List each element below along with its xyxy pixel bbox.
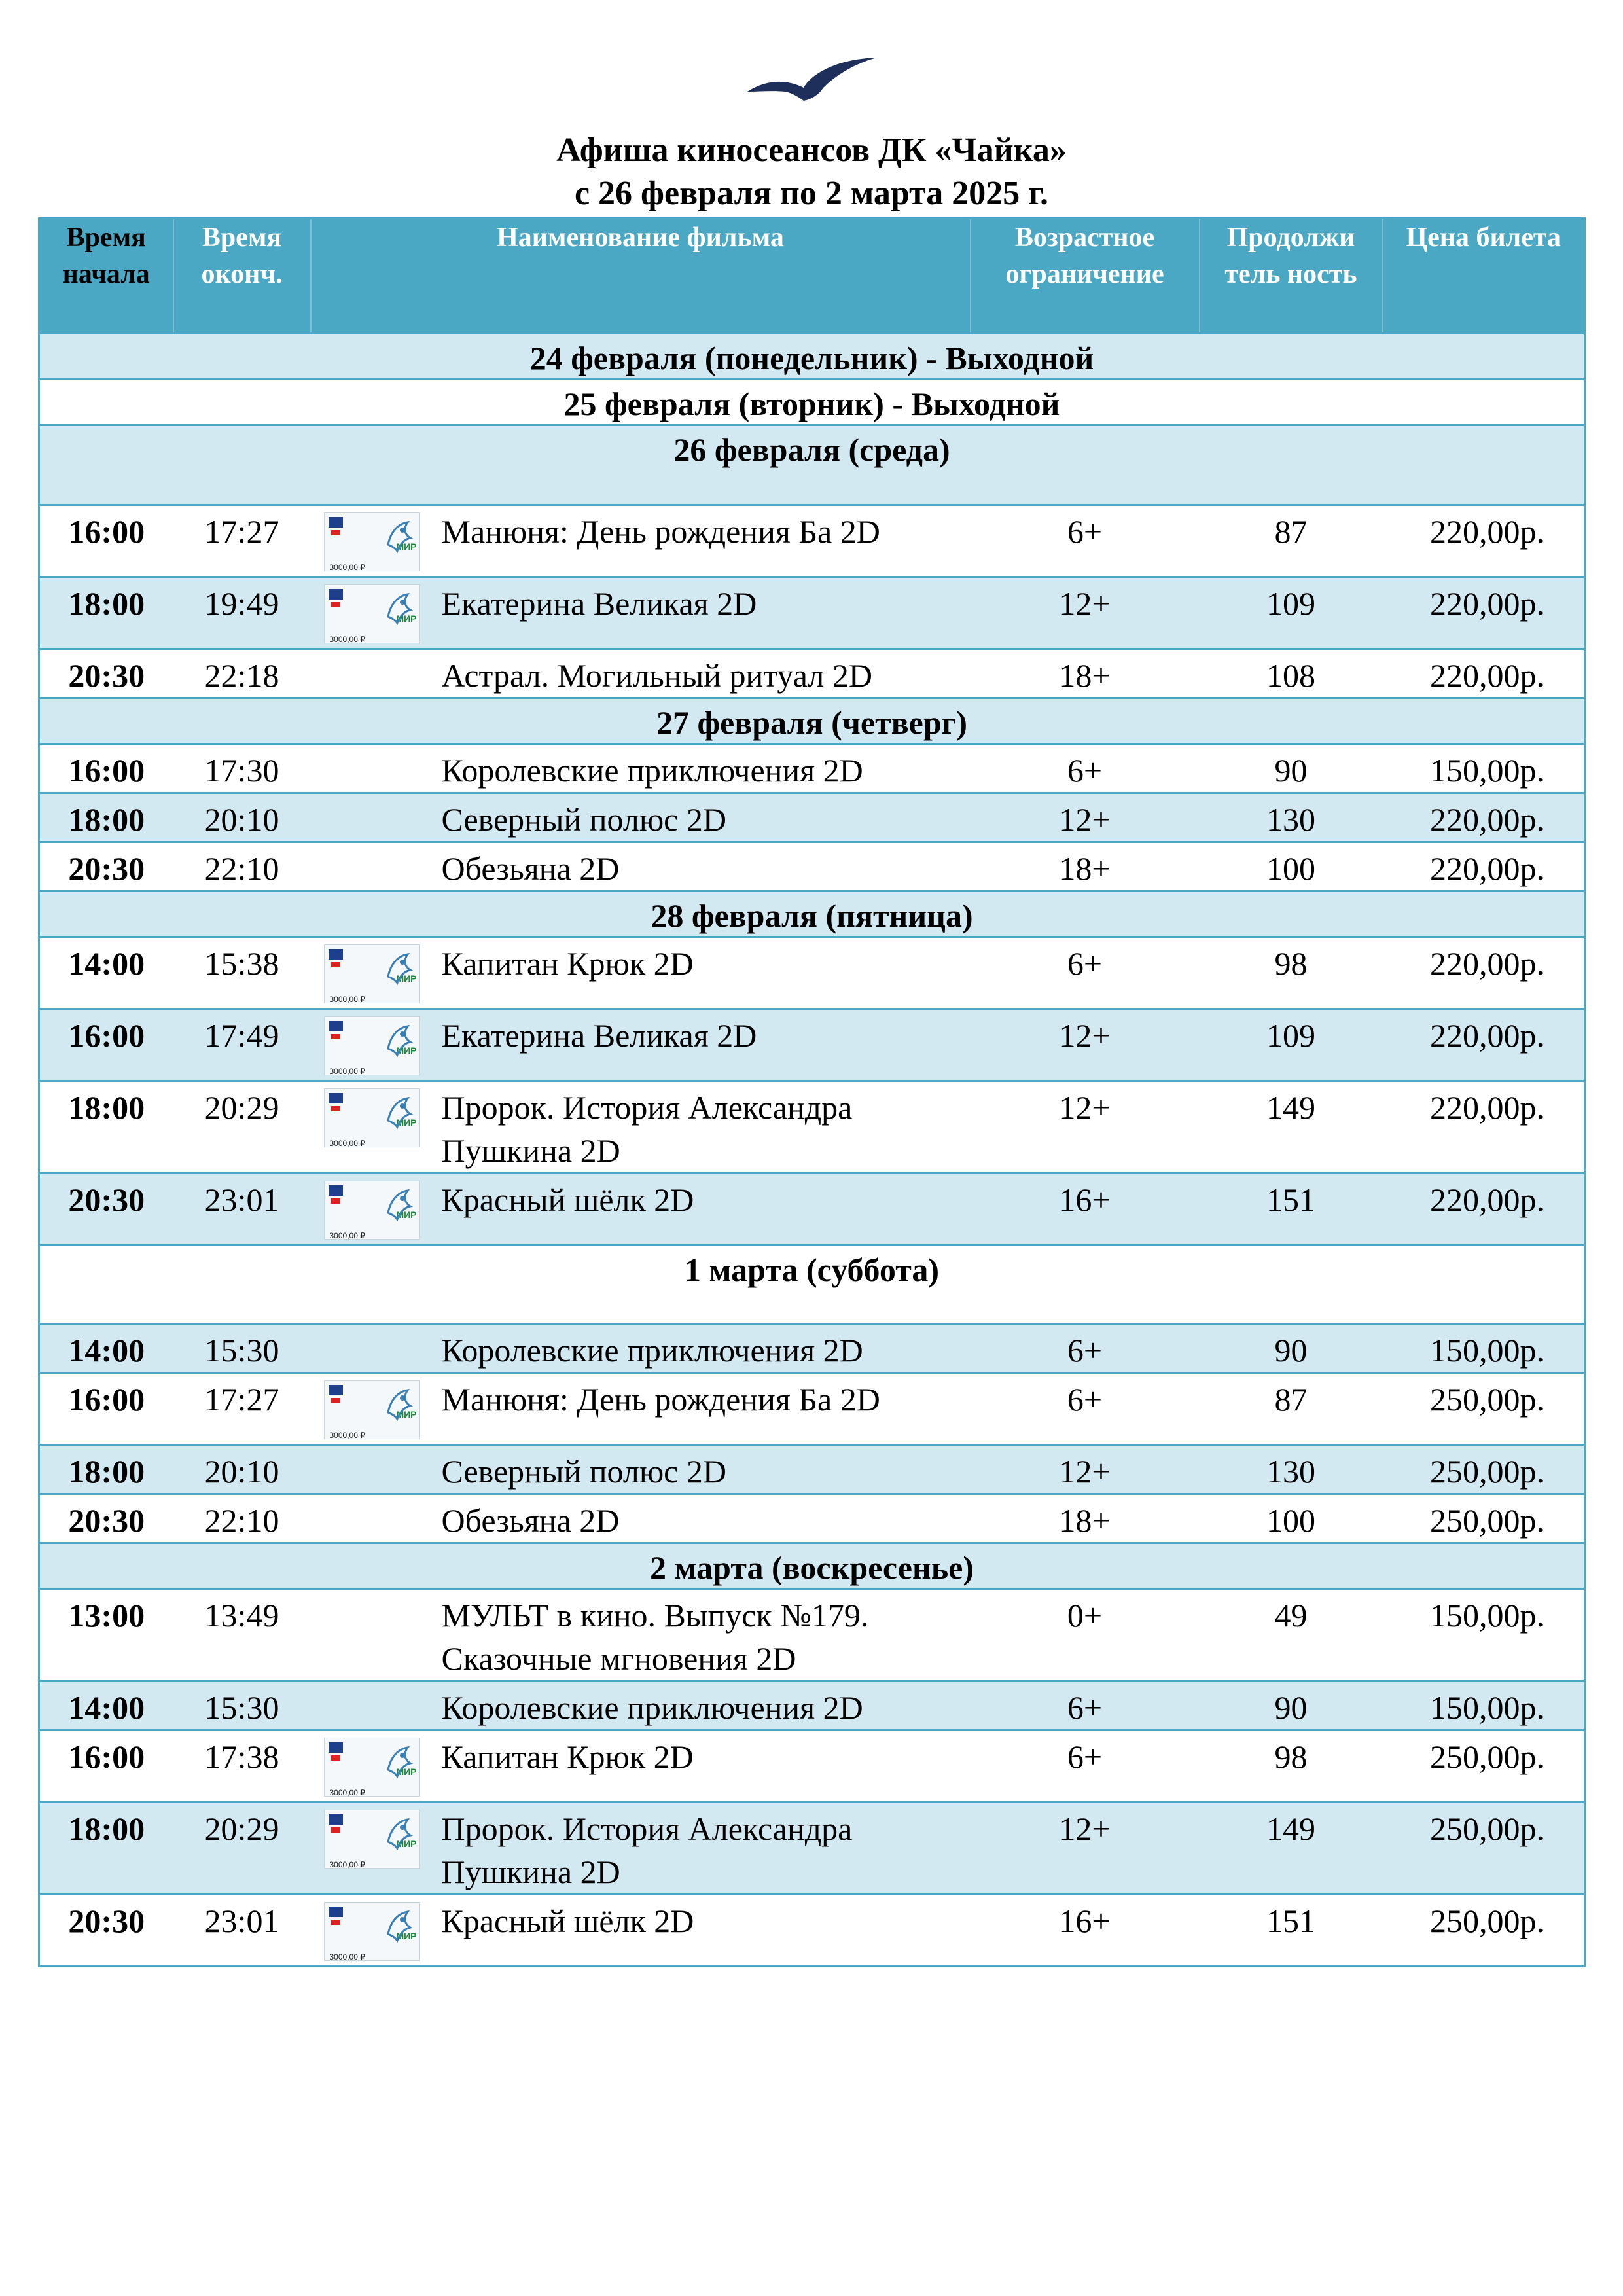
pushkin-card-icon — [324, 1810, 420, 1869]
session-end-time: 22:10 — [173, 1494, 311, 1543]
session-start-time: 16:00 — [39, 1373, 173, 1445]
pushkin-card-amount: 3000,00 ₽ — [329, 1431, 365, 1440]
session-age-rating: 16+ — [971, 1895, 1200, 1967]
session-start-time: 20:30 — [39, 1895, 173, 1967]
session-age-rating: 12+ — [971, 1445, 1200, 1494]
session-row — [39, 937, 1585, 1009]
day-label: 1 марта (суббота) — [39, 1246, 1585, 1324]
session-price: 220,00р. — [1383, 505, 1585, 577]
session-film-cell — [311, 1731, 971, 1803]
session-end-time: 20:10 — [173, 793, 311, 842]
session-film-title: Екатерина Великая 2D — [441, 585, 757, 622]
session-price: 250,00р. — [1383, 1895, 1585, 1967]
pushkin-card-amount: 3000,00 ₽ — [329, 635, 365, 644]
col-price-header: Цена билета — [1383, 219, 1585, 334]
session-film-title: Северный полюс 2D — [441, 1453, 726, 1490]
session-row — [39, 793, 1585, 842]
pushkin-card-brand: МИР — [396, 1931, 417, 1941]
session-end-time: 17:27 — [173, 505, 311, 577]
session-film-cell — [311, 1803, 971, 1895]
session-start-time: 16:00 — [39, 744, 173, 793]
session-row — [39, 1895, 1585, 1967]
session-end-time: 20:29 — [173, 1081, 311, 1174]
pushkin-card-icon — [324, 1902, 420, 1961]
session-film-title: Красный шёлк 2D — [441, 1903, 694, 1939]
session-age-rating: 6+ — [971, 937, 1200, 1009]
session-end-time: 20:29 — [173, 1803, 311, 1895]
page-title: Афиша киносеансов ДК «Чайка» — [556, 132, 1067, 169]
day-header-row — [39, 425, 1585, 505]
session-duration: 149 — [1200, 1803, 1383, 1895]
session-end-time: 15:30 — [173, 1324, 311, 1373]
session-duration: 49 — [1200, 1589, 1383, 1681]
session-duration: 109 — [1200, 1009, 1383, 1081]
session-end-time: 23:01 — [173, 1174, 311, 1246]
session-film-cell — [311, 1589, 971, 1681]
pushkin-card-amount: 3000,00 ₽ — [329, 563, 365, 572]
session-row — [39, 1494, 1585, 1543]
session-film-cell — [311, 1681, 971, 1731]
session-age-rating: 6+ — [971, 1731, 1200, 1803]
session-end-time: 23:01 — [173, 1895, 311, 1967]
session-film-cell — [311, 744, 971, 793]
session-duration: 98 — [1200, 937, 1383, 1009]
session-start-time: 18:00 — [39, 793, 173, 842]
pushkin-card-icon — [324, 512, 420, 571]
session-age-rating: 0+ — [971, 1589, 1200, 1681]
session-price: 220,00р. — [1383, 577, 1585, 649]
session-age-rating: 12+ — [971, 1803, 1200, 1895]
pushkin-card-icon — [324, 1181, 420, 1240]
session-film-title: Северный полюс 2D — [441, 801, 726, 838]
session-film-cell — [311, 649, 971, 698]
session-row — [39, 1373, 1585, 1445]
session-start-time: 14:00 — [39, 937, 173, 1009]
session-film-title: Красный шёлк 2D — [441, 1181, 694, 1218]
session-start-time: 16:00 — [39, 505, 173, 577]
session-duration: 87 — [1200, 1373, 1383, 1445]
day-header-row — [39, 380, 1585, 425]
session-price: 250,00р. — [1383, 1803, 1585, 1895]
session-age-rating: 18+ — [971, 842, 1200, 891]
session-film-cell — [311, 1174, 971, 1246]
session-start-time: 18:00 — [39, 1081, 173, 1174]
session-film-title: Обезьяна 2D — [441, 1502, 620, 1539]
session-film-title: Капитан Крюк 2D — [441, 945, 694, 982]
session-price: 150,00р. — [1383, 744, 1585, 793]
session-row — [39, 649, 1585, 698]
session-film-cell — [311, 842, 971, 891]
session-price: 220,00р. — [1383, 793, 1585, 842]
session-age-rating: 6+ — [971, 744, 1200, 793]
session-price: 150,00р. — [1383, 1589, 1585, 1681]
session-film-title: Королевские приключения 2D — [441, 752, 863, 789]
session-end-time: 17:27 — [173, 1373, 311, 1445]
schedule-table — [38, 217, 1586, 1967]
session-duration: 109 — [1200, 577, 1383, 649]
day-label: 26 февраля (среда) — [39, 425, 1585, 505]
session-start-time: 16:00 — [39, 1009, 173, 1081]
session-row — [39, 1445, 1585, 1494]
session-film-title: МУЛЬТ в кино. Выпуск №179. Сказочные мгновения 2D — [441, 1597, 869, 1677]
session-start-time: 20:30 — [39, 649, 173, 698]
session-age-rating: 6+ — [971, 505, 1200, 577]
session-duration: 100 — [1200, 842, 1383, 891]
pushkin-card-brand: МИР — [396, 1767, 417, 1777]
pushkin-card-amount: 3000,00 ₽ — [329, 1860, 365, 1869]
session-price: 220,00р. — [1383, 842, 1585, 891]
session-film-title: Пророк. История Александра Пушкина 2D — [441, 1089, 853, 1169]
pushkin-card-brand: МИР — [396, 1210, 417, 1220]
day-label: 24 февраля (понедельник) - Выходной — [39, 334, 1585, 380]
session-film-cell — [311, 1895, 971, 1967]
session-age-rating: 6+ — [971, 1324, 1200, 1373]
pushkin-card-amount: 3000,00 ₽ — [329, 1231, 365, 1240]
session-film-cell — [311, 505, 971, 577]
day-header-row — [39, 891, 1585, 937]
session-film-cell — [311, 577, 971, 649]
session-duration: 90 — [1200, 744, 1383, 793]
session-film-cell — [311, 1494, 971, 1543]
session-price: 150,00р. — [1383, 1324, 1585, 1373]
session-film-cell — [311, 937, 971, 1009]
session-row — [39, 1681, 1585, 1731]
page-subtitle: с 26 февраля по 2 марта 2025 г. — [574, 175, 1049, 212]
pushkin-card-brand: МИР — [396, 1045, 417, 1056]
pushkin-card-amount: 3000,00 ₽ — [329, 1067, 365, 1076]
day-label: 27 февраля (четверг) — [39, 698, 1585, 744]
session-age-rating: 6+ — [971, 1373, 1200, 1445]
session-start-time: 20:30 — [39, 1174, 173, 1246]
session-end-time: 15:30 — [173, 1681, 311, 1731]
session-age-rating: 6+ — [971, 1681, 1200, 1731]
day-header-row — [39, 698, 1585, 744]
pushkin-card-icon — [324, 1088, 420, 1147]
day-header-row — [39, 1246, 1585, 1324]
day-label: 25 февраля (вторник) - Выходной — [39, 380, 1585, 425]
pushkin-card-brand: МИР — [396, 541, 417, 552]
session-duration: 130 — [1200, 793, 1383, 842]
session-duration: 151 — [1200, 1174, 1383, 1246]
session-duration: 108 — [1200, 649, 1383, 698]
session-film-title: Королевские приключения 2D — [441, 1332, 863, 1369]
session-row — [39, 842, 1585, 891]
day-label: 2 марта (воскресенье) — [39, 1543, 1585, 1589]
session-end-time: 15:38 — [173, 937, 311, 1009]
pushkin-card-brand: МИР — [396, 613, 417, 624]
session-row — [39, 1731, 1585, 1803]
session-duration: 87 — [1200, 505, 1383, 577]
session-age-rating: 12+ — [971, 793, 1200, 842]
session-price: 220,00р. — [1383, 937, 1585, 1009]
session-end-time: 20:10 — [173, 1445, 311, 1494]
col-start-header: Время начала — [39, 219, 173, 334]
pushkin-card-amount: 3000,00 ₽ — [329, 1952, 365, 1962]
session-row — [39, 1324, 1585, 1373]
session-price: 150,00р. — [1383, 1681, 1585, 1731]
session-end-time: 13:49 — [173, 1589, 311, 1681]
session-film-title: Астрал. Могильный ритуал 2D — [441, 657, 872, 694]
col-age-header: Возрастное ограничение — [971, 219, 1200, 334]
session-duration: 151 — [1200, 1895, 1383, 1967]
session-age-rating: 12+ — [971, 577, 1200, 649]
session-row — [39, 505, 1585, 577]
session-row — [39, 1803, 1585, 1895]
session-duration: 130 — [1200, 1445, 1383, 1494]
pushkin-card-brand: МИР — [396, 1409, 417, 1420]
pushkin-card-amount: 3000,00 ₽ — [329, 995, 365, 1004]
pushkin-card-icon — [324, 1380, 420, 1439]
day-header-row — [39, 1543, 1585, 1589]
session-row — [39, 1174, 1585, 1246]
pushkin-card-icon — [324, 1016, 420, 1075]
session-duration: 100 — [1200, 1494, 1383, 1543]
session-end-time: 17:38 — [173, 1731, 311, 1803]
session-start-time: 18:00 — [39, 577, 173, 649]
session-film-title: Капитан Крюк 2D — [441, 1738, 694, 1775]
session-duration: 90 — [1200, 1681, 1383, 1731]
session-duration: 149 — [1200, 1081, 1383, 1174]
session-duration: 98 — [1200, 1731, 1383, 1803]
col-duration-header: Продолжи тель ность — [1200, 219, 1383, 334]
session-film-cell — [311, 1081, 971, 1174]
session-film-cell — [311, 793, 971, 842]
day-header-row — [39, 334, 1585, 380]
session-end-time: 22:10 — [173, 842, 311, 891]
session-film-cell — [311, 1324, 971, 1373]
session-start-time: 14:00 — [39, 1681, 173, 1731]
pushkin-card-icon — [324, 584, 420, 643]
col-end-header: Время оконч. — [173, 219, 311, 334]
session-start-time: 13:00 — [39, 1589, 173, 1681]
session-price: 220,00р. — [1383, 1081, 1585, 1174]
session-duration: 90 — [1200, 1324, 1383, 1373]
col-title-header: Наименование фильма — [311, 219, 971, 334]
session-age-rating: 12+ — [971, 1009, 1200, 1081]
session-film-title: Манюня: День рождения Ба 2D — [441, 513, 880, 550]
pushkin-card-brand: МИР — [396, 1839, 417, 1849]
session-row — [39, 1009, 1585, 1081]
session-start-time: 16:00 — [39, 1731, 173, 1803]
session-end-time: 17:49 — [173, 1009, 311, 1081]
session-row — [39, 1081, 1585, 1174]
session-start-time: 14:00 — [39, 1324, 173, 1373]
seagull-icon — [746, 54, 880, 106]
session-price: 250,00р. — [1383, 1494, 1585, 1543]
session-age-rating: 18+ — [971, 1494, 1200, 1543]
session-age-rating: 16+ — [971, 1174, 1200, 1246]
session-film-cell — [311, 1009, 971, 1081]
session-film-title: Королевские приключения 2D — [441, 1689, 863, 1726]
session-price: 250,00р. — [1383, 1445, 1585, 1494]
pushkin-card-amount: 3000,00 ₽ — [329, 1788, 365, 1797]
day-label: 28 февраля (пятница) — [39, 891, 1585, 937]
session-start-time: 20:30 — [39, 842, 173, 891]
table-header-row — [39, 219, 1585, 334]
session-end-time: 22:18 — [173, 649, 311, 698]
pushkin-card-brand: МИР — [396, 973, 417, 984]
session-start-time: 18:00 — [39, 1445, 173, 1494]
session-price: 250,00р. — [1383, 1373, 1585, 1445]
session-start-time: 18:00 — [39, 1803, 173, 1895]
session-film-title: Манюня: День рождения Ба 2D — [441, 1381, 880, 1418]
pushkin-card-icon — [324, 1738, 420, 1797]
session-film-title: Пророк. История Александра Пушкина 2D — [441, 1810, 853, 1890]
session-start-time: 20:30 — [39, 1494, 173, 1543]
session-film-cell — [311, 1445, 971, 1494]
pushkin-card-amount: 3000,00 ₽ — [329, 1139, 365, 1148]
session-age-rating: 18+ — [971, 649, 1200, 698]
session-film-title: Екатерина Великая 2D — [441, 1017, 757, 1054]
session-end-time: 17:30 — [173, 744, 311, 793]
session-film-title: Обезьяна 2D — [441, 850, 620, 887]
session-row — [39, 577, 1585, 649]
pushkin-card-icon — [324, 944, 420, 1003]
session-end-time: 19:49 — [173, 577, 311, 649]
pushkin-card-brand: МИР — [396, 1117, 417, 1128]
session-price: 220,00р. — [1383, 649, 1585, 698]
session-row — [39, 744, 1585, 793]
session-price: 250,00р. — [1383, 1731, 1585, 1803]
session-price: 220,00р. — [1383, 1009, 1585, 1081]
session-row — [39, 1589, 1585, 1681]
session-price: 220,00р. — [1383, 1174, 1585, 1246]
session-film-cell — [311, 1373, 971, 1445]
session-age-rating: 12+ — [971, 1081, 1200, 1174]
